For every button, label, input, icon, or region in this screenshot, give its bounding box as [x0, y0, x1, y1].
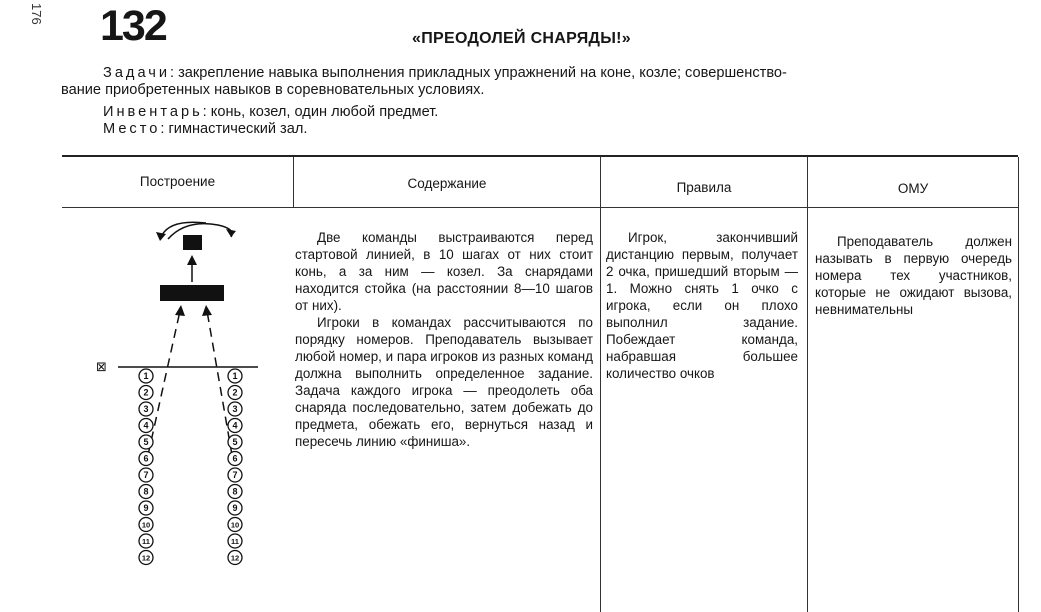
right-player-number: 1 — [232, 371, 238, 382]
right-player-number: 6 — [232, 453, 238, 464]
right-player-number: 12 — [230, 553, 240, 563]
apparatus-horse — [160, 285, 224, 301]
tasks-label: Задачи — [103, 65, 170, 81]
arrowhead-left-icon — [156, 232, 166, 241]
right-player-number: 3 — [232, 404, 238, 415]
place-label: Место — [103, 121, 161, 137]
left-player-number: 3 — [143, 404, 149, 415]
content-cell — [295, 229, 593, 450]
right-player-number: 5 — [232, 437, 238, 448]
rules-paragraph: Игрок, закончивший дистанцию первым, получает 2 очка, пришедший вторым — 1. Можно снять 1 очко с игрока, если он плохо выполнил задание. Побеждает команда, набравшая большее количество очков — [606, 230, 798, 381]
left-player-number: 4 — [143, 420, 149, 431]
game-number: 132 — [100, 2, 166, 50]
inventory-text: : конь, козел, один любой предмет. — [202, 104, 439, 120]
path-team-left — [148, 311, 180, 455]
right-player-number: 8 — [232, 486, 238, 497]
path-team-right — [207, 311, 232, 455]
team-left — [139, 369, 153, 565]
header-rules: Правила — [676, 180, 732, 195]
header-formation: Построение — [139, 174, 216, 189]
col-divider-2 — [600, 157, 601, 612]
right-player-number: 9 — [232, 503, 238, 514]
rules-cell — [606, 229, 798, 382]
right-player-number: 2 — [232, 387, 238, 398]
right-player-number: 7 — [232, 470, 238, 481]
left-player-number: 1 — [143, 371, 149, 382]
tasks-line — [61, 65, 1023, 99]
right-player-number: 10 — [230, 520, 240, 530]
inventory-line — [103, 104, 438, 121]
left-player-number: 7 — [143, 470, 149, 481]
place-line — [103, 121, 307, 138]
stand-object — [183, 235, 202, 250]
content-paragraph-1: Две команды выстраиваются перед стартовой линией, в 10 шагах от них стоит конь, а за ним — козел. За снарядами находится стойка (на расстоянии 8—10 шагов от них). — [295, 230, 593, 313]
left-player-number: 5 — [143, 437, 149, 448]
place-text: : гимнастический зал. — [160, 121, 308, 137]
arrowhead-right-path-icon — [202, 305, 212, 316]
page-number: 176 — [29, 3, 44, 25]
teacher-icon: ⊠ — [96, 360, 107, 375]
tasks-text-2: вание приобретенных навыков в соревновательных условиях. — [61, 82, 485, 98]
left-player-number: 10 — [141, 520, 151, 530]
left-player-number: 9 — [143, 503, 149, 514]
arrowhead-right-icon — [226, 229, 236, 237]
table-header-rule — [62, 207, 1018, 208]
left-player-number: 11 — [142, 537, 150, 547]
col-divider-right — [1018, 157, 1019, 612]
header-omu: ОМУ — [897, 181, 929, 196]
header-content: Содержание — [407, 176, 487, 191]
arrowhead-left-path-icon — [175, 305, 185, 316]
game-title: «ПРЕОДОЛЕЙ СНАРЯДЫ!» — [412, 30, 631, 47]
team-right — [228, 369, 242, 565]
content-paragraph-2: Игроки в командах рассчитываются по порядку номеров. Преподаватель вызывает любой номер, и пара игроков из разных команд должна выполнить определенное задание. Задача каждого игрока — преодолеть оба снаряда последовательно, затем добежать до предмета, обежать его, вернуться назад и пересечь линию «финиша». — [295, 315, 593, 449]
tasks-text-1: : закрепление навыка выполнения прикладных упражнений на коне, козле; совершенство- — [170, 65, 787, 81]
col-divider-3 — [807, 157, 808, 612]
left-player-number: 6 — [143, 453, 149, 464]
inventory-label: Инвентарь — [103, 104, 203, 120]
right-player-number: 11 — [231, 537, 239, 547]
arrowhead-up-icon — [187, 255, 197, 265]
formation-diagram — [86, 215, 266, 575]
left-player-number: 8 — [143, 486, 149, 497]
left-player-number: 2 — [143, 387, 149, 398]
left-player-number: 12 — [141, 553, 151, 563]
right-player-number: 4 — [232, 420, 238, 431]
omu-paragraph: Преподаватель должен называть в первую очередь номера тех участников, которые не ожидают вызова, невнимательны — [815, 234, 1012, 317]
omu-cell — [815, 233, 1012, 318]
table-top-rule — [62, 155, 1018, 157]
